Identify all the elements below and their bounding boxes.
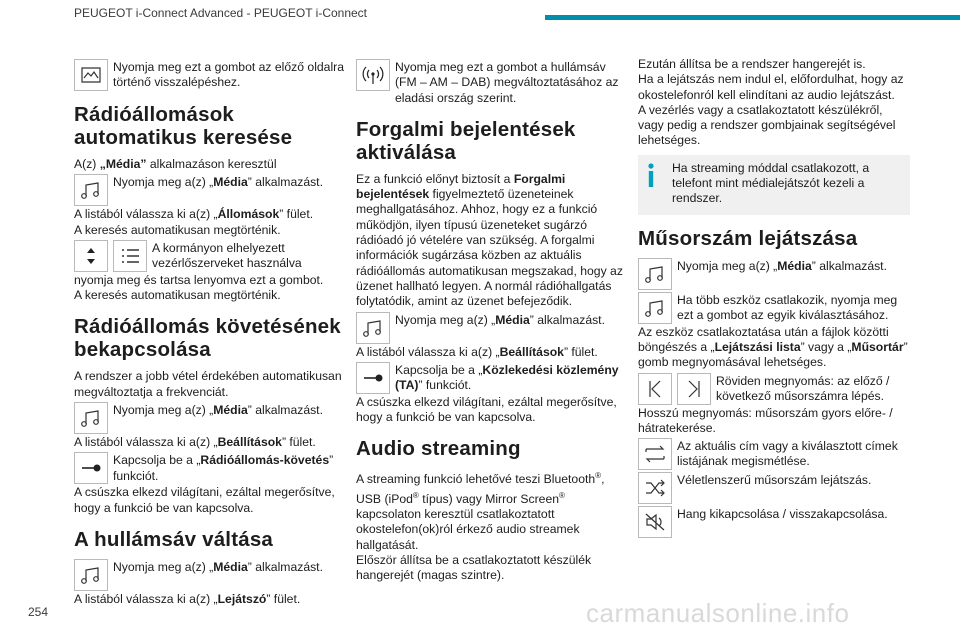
heading-auto-search: Rádióállomások automatikus keresése: [74, 103, 293, 149]
text: Ez a funkció előnyt biztosít a: [356, 171, 514, 186]
heading-station-follow: Rádióállomás követésének bekapcsolása: [74, 315, 341, 362]
text: [677, 258, 887, 274]
heading-traffic: Forgalmi bejelentések aktiválása: [356, 117, 576, 164]
text: ” fület.: [563, 344, 598, 359]
text: ” alkalmazást.: [247, 559, 323, 574]
text: ” alkalmazást.: [811, 258, 887, 273]
music-note-icon: [74, 559, 108, 591]
text: Ha több eszköz csatlakozik, nyomja meg ezt a gombot az egyik kiválasztásához.: [677, 292, 898, 322]
text: Hang kikapcsolása / visszakapcsolása.: [677, 507, 888, 522]
text: [74, 207, 346, 222]
text: [74, 592, 346, 607]
text: [113, 402, 323, 418]
text: ” alkalmazást.: [247, 175, 323, 190]
text: Nyomja meg a(z) „: [395, 312, 496, 327]
media-instruction: [638, 258, 910, 290]
watermark: carmanualsonline.info: [586, 598, 850, 628]
text-bold: Műsortár: [851, 339, 904, 354]
text: nyomja meg és tartsa lenyomva ezt a gombot.: [74, 272, 324, 287]
text: típus) vagy Mirror Screen: [418, 491, 560, 506]
up-down-arrows-icon: [74, 240, 108, 272]
text: Röviden megnyomás: az előző / következő műsorszámra lépés.: [716, 373, 890, 403]
heading-band-change: A hullámsáv váltása: [74, 527, 274, 551]
text-bold: Rádióállomás-követés: [200, 453, 330, 468]
music-note-icon: [638, 258, 672, 290]
text: alkalmazáson keresztül: [146, 157, 277, 171]
text: A csúszka elkezd világítani, ezáltal megerősítve, hogy a funkció be van kapcsolva.: [356, 394, 617, 425]
music-note-icon: [356, 312, 390, 344]
text: Nyomja meg ezt a gombot a hullámsáv (FM – AM – DAB) megváltoztatásához az eladási ország szerint.: [395, 60, 619, 105]
text: [638, 325, 910, 371]
text: figyelmeztető üzeneteinek meghallgatásához. Ahhoz, hogy ez a funkció működjön, ilyen típusú üzeneteket sugárzó rádióadó jó vételére van szükség. A forgalmi információk sugárzása közben az aktuális rádióállomás automatikusan megszakad, hogy az üzenet hallható legyen. A normál rádióhallgatás folytatódik, amint az üzenet befejeződik.: [356, 187, 623, 309]
text: Ezután állítsa be a rendszer hangerejét is.: [638, 57, 866, 71]
text: Nyomja meg a(z) „: [113, 403, 214, 418]
text-bold: Forgalmi bejelentések: [356, 171, 566, 202]
text: A listából válassza ki a(z) „: [74, 207, 218, 222]
text: [356, 468, 628, 553]
band-instruction: [356, 59, 628, 106]
text: Nyomja meg a(z) „: [677, 258, 778, 273]
text: ” funkciót.: [418, 378, 472, 393]
track-skip-instruction: [638, 373, 910, 405]
text-bold: Lejátszó: [217, 591, 267, 606]
mute-icon: [638, 506, 672, 538]
page-number: 254: [28, 605, 49, 619]
text: kapcsolaton keresztül csatlakoztatott okostelefon(ok)ról érkező audio streamek hallgatását.: [356, 507, 580, 552]
text: ” funkciót.: [113, 453, 334, 483]
text: A rendszer a jobb vétel érdekében automatikusan megváltoztatja a frekvenciát.: [74, 369, 342, 399]
text: ” fület.: [266, 591, 301, 606]
media-instruction: [74, 559, 346, 591]
text: [74, 157, 346, 172]
text: [113, 452, 346, 484]
text-bold: Beállítások: [499, 344, 564, 359]
text: A listából válassza ki a(z) „: [74, 435, 218, 450]
text-bold: Közlekedési közlemény (TA): [395, 362, 619, 393]
text: Először állítsa be a csatlakoztatott készülék hangerejét (magas szintre).: [356, 553, 592, 583]
text: Kapcsolja be a „: [395, 362, 483, 377]
text: ” vagy a „: [800, 339, 852, 354]
text-bold: Állomások: [217, 207, 280, 222]
column-1: [74, 57, 346, 607]
text-bold: „Média”: [99, 157, 147, 171]
text: [74, 435, 346, 450]
text: [356, 345, 628, 360]
text: ” fület.: [281, 435, 316, 450]
text: ” alkalmazást.: [529, 312, 605, 327]
toggle-instruction: [74, 452, 346, 484]
text: [113, 174, 323, 190]
music-note-icon: [74, 174, 108, 206]
repeat-icon: [638, 438, 672, 470]
text: ®: [412, 490, 419, 500]
text: Véletlenszerű műsorszám lejátszás.: [677, 473, 872, 488]
shuffle-instruction: [638, 472, 910, 504]
text-bold: Média: [213, 175, 248, 190]
header-title: PEUGEOT i-Connect Advanced - PEUGEOT i-Connect: [74, 6, 368, 20]
text-bold: Média: [777, 258, 812, 273]
text: A vezérlés vagy a csatlakoztatott készülékről, vagy pedig a rendszer gombjainak segítségével lehetséges.: [638, 102, 896, 148]
page-header: [0, 0, 960, 30]
text: A streaming funkció lehetővé teszi Bluetooth: [356, 472, 596, 487]
media-instruction: [74, 402, 346, 434]
steering-instruction: [74, 240, 346, 272]
toggle-icon: [74, 452, 108, 484]
next-track-icon: [677, 373, 711, 405]
text-bold: Média: [495, 312, 530, 327]
info-text: Ha streaming móddal csatlakozott, a telefont mint médialejátszót kezeli a rendszer.: [672, 160, 870, 206]
text: Nyomja meg a(z) „: [113, 559, 214, 574]
text: Kapcsolja be a „: [113, 453, 201, 468]
text: ” alkalmazást.: [247, 403, 323, 418]
back-instruction: [74, 59, 346, 91]
text: , USB (iPod: [356, 472, 605, 506]
radio-broadcast-icon: [356, 59, 390, 91]
toggle-instruction: [356, 362, 628, 394]
text: A keresés automatikusan megtörténik.: [74, 222, 281, 237]
device-instruction: [638, 292, 910, 324]
text: ” gomb megnyomásával lehetséges.: [638, 339, 908, 370]
media-instruction: [356, 312, 628, 344]
text: Nyomja meg ezt a gombot az előző oldalra történő visszalépéshez.: [113, 60, 345, 90]
info-icon: [648, 163, 654, 187]
text: [356, 172, 628, 310]
list-icon: [113, 240, 147, 272]
text: Az aktuális cím vagy a kiválasztott címek listájának megismétlése.: [677, 439, 898, 469]
text: Ha a lejátszás nem indul el, előfordulhat, hogy az okostelefonról kell elindítani az audio lejátszást.: [638, 72, 904, 102]
shuffle-icon: [638, 472, 672, 504]
toggle-icon: [356, 362, 390, 394]
text: ®: [595, 471, 602, 481]
text: A(z): [74, 157, 100, 171]
repeat-instruction: [638, 438, 910, 470]
text: A listából válassza ki a(z) „: [356, 344, 500, 359]
text: A csúszka elkezd világítani, ezáltal megerősítve, hogy a funkció be van kapcsolva.: [74, 485, 335, 515]
text: A listából válassza ki a(z) „: [74, 591, 218, 606]
media-instruction: [74, 174, 346, 206]
text-bold: Média: [213, 403, 248, 418]
heading-audio-streaming: Audio streaming: [356, 437, 521, 461]
text: [395, 362, 628, 394]
column-2: [356, 57, 628, 584]
text: ” fület.: [279, 207, 314, 222]
text: ®: [559, 490, 565, 500]
text: [113, 559, 323, 575]
previous-track-icon: [638, 373, 672, 405]
text-bold: Média: [213, 559, 248, 574]
music-note-icon: [74, 402, 108, 434]
text: A kormányon elhelyezett vezérlőszerveket használva: [152, 240, 302, 271]
text: Az eszköz csatlakoztatása után a fájlok közötti böngészés a „: [638, 324, 889, 354]
back-icon: [74, 59, 108, 91]
text: Hosszú megnyomás: műsorszám gyors előre- / hátratekerése.: [638, 405, 893, 435]
text: Nyomja meg a(z) „: [113, 175, 214, 190]
text-bold: Lejátszási lista: [714, 339, 801, 354]
text-bold: Beállítások: [217, 435, 282, 450]
column-3: [638, 57, 910, 539]
text: A keresés automatikusan megtörténik.: [74, 288, 281, 303]
mute-instruction: [638, 506, 910, 538]
heading-track-playback: Műsorszám lejátszása: [638, 226, 858, 250]
text: [395, 312, 605, 328]
info-box: [638, 155, 910, 215]
music-note-icon: [638, 292, 672, 324]
header-accent-bar: [545, 15, 960, 20]
